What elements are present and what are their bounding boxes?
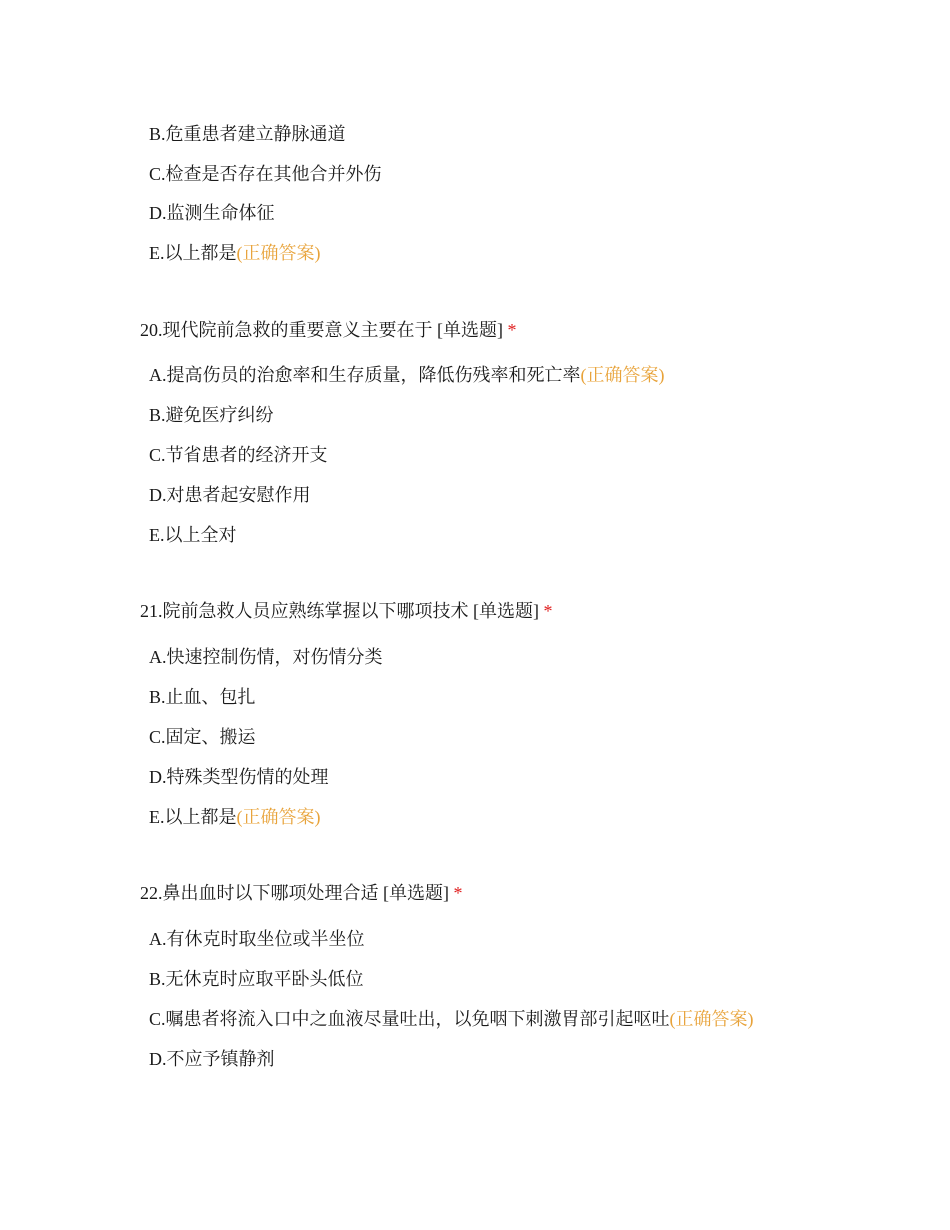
correct-answer-label: (正确答案) [580, 365, 665, 385]
option-22-b [149, 967, 364, 991]
option-text: E.以上都是 [149, 807, 237, 827]
option-text: D.不应予镇静剂 [149, 1049, 275, 1069]
required-mark: * [453, 883, 463, 903]
question-text: 22.鼻出血时以下哪项处理合适 [单选题] [140, 883, 449, 903]
option-text: C.节省患者的经济开支 [149, 445, 328, 465]
option-text: A.有休克时取坐位或半坐位 [149, 929, 365, 949]
option-19-b [149, 122, 346, 146]
option-20-a [149, 363, 665, 387]
question-text: 21.院前急救人员应熟练掌握以下哪项技术 [单选题] [140, 601, 539, 621]
correct-answer-label: (正确答案) [236, 243, 321, 263]
option-20-d [149, 483, 311, 507]
option-text: E.以上都是 [149, 243, 237, 263]
option-text: B.危重患者建立静脉通道 [149, 124, 346, 144]
option-22-a [149, 927, 365, 951]
option-19-c [149, 162, 382, 186]
option-21-e [149, 805, 321, 829]
required-mark: * [543, 601, 553, 621]
option-text: A.提高伤员的治愈率和生存质量，降低伤残率和死亡率 [149, 365, 581, 385]
option-20-e [149, 523, 237, 547]
question-title [140, 318, 517, 342]
correct-answer-label: (正确答案) [236, 807, 321, 827]
question-title [140, 881, 463, 905]
option-20-c [149, 443, 328, 467]
option-21-b [149, 685, 256, 709]
option-text: B.无休克时应取平卧头低位 [149, 969, 364, 989]
option-text: D.监测生命体征 [149, 203, 275, 223]
option-22-c [149, 1007, 754, 1031]
question-title [140, 599, 553, 623]
option-text: B.避免医疗纠纷 [149, 405, 274, 425]
option-text: A.快速控制伤情，对伤情分类 [149, 647, 383, 667]
option-21-c [149, 725, 256, 749]
option-21-a [149, 645, 383, 669]
option-19-d [149, 201, 275, 225]
option-text: C.固定、搬运 [149, 727, 256, 747]
option-19-e [149, 241, 321, 265]
required-mark: * [507, 320, 517, 340]
option-text: C.嘱患者将流入口中之血液尽量吐出，以免咽下刺激胃部引起呕吐 [149, 1009, 670, 1029]
option-text: E.以上全对 [149, 525, 237, 545]
correct-answer-label: (正确答案) [669, 1009, 754, 1029]
option-text: B.止血、包扎 [149, 687, 256, 707]
option-text: D.对患者起安慰作用 [149, 485, 311, 505]
option-20-b [149, 403, 274, 427]
option-21-d [149, 765, 329, 789]
option-text: D.特殊类型伤情的处理 [149, 767, 329, 787]
question-text: 20.现代院前急救的重要意义主要在于 [单选题] [140, 320, 503, 340]
option-22-d [149, 1047, 275, 1071]
option-text: C.检查是否存在其他合并外伤 [149, 164, 382, 184]
